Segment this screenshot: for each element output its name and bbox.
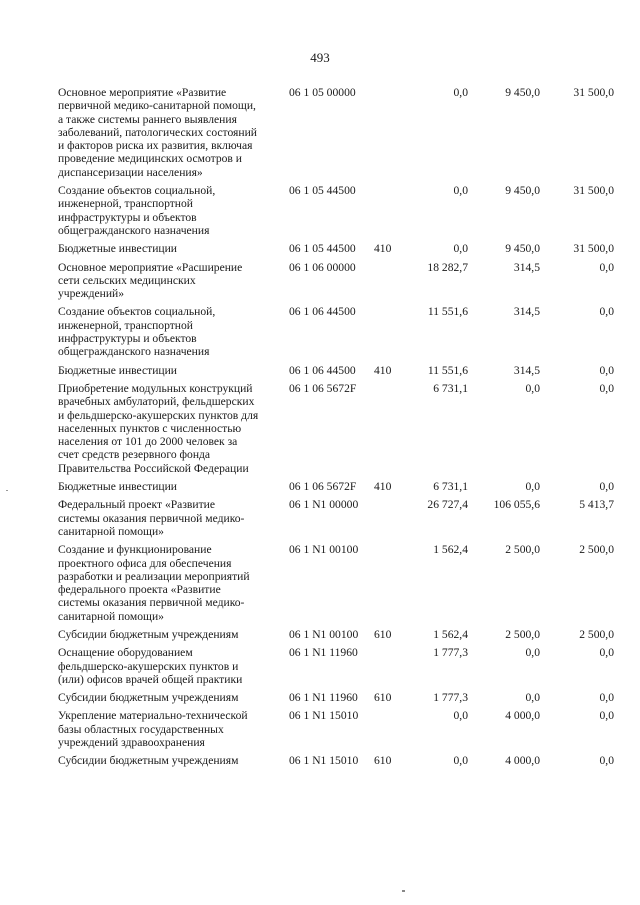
- table-row: [58, 498, 618, 538]
- row-value-2: 106 055,6: [493, 498, 540, 512]
- row-value-1: 1 562,4: [433, 627, 468, 641]
- row-value-1: 0,0: [453, 709, 468, 723]
- row-value-3: 0,0: [599, 480, 614, 494]
- table-row: [58, 86, 618, 179]
- row-value-1: 11 551,6: [427, 305, 468, 319]
- row-value-3: 0,0: [599, 260, 614, 274]
- table-row: [58, 261, 618, 301]
- row-value-1: 18 282,7: [427, 260, 468, 274]
- row-name: Основное мероприятие «Развитие первичной медико-санитарной помощи, а также системы раннего выявления заболеваний, патологических состояний и факторов риска их развития, включая проведение медицинских осмотров и диспансеризации населения»: [58, 86, 257, 179]
- row-name: Оснащение оборудованием фельдшерско-акушерских пунктов и (или) офисов врачей общей практики: [58, 646, 243, 686]
- table-row: [58, 691, 618, 704]
- table-row: [58, 242, 618, 255]
- row-value-1: 0,0: [453, 242, 468, 256]
- row-name: Создание объектов социальной, инженерной, транспортной инфраструктуры и объектов общегражданского назначения: [58, 184, 216, 237]
- row-name: Создание объектов социальной, инженерной, транспортной инфраструктуры и объектов общегражданского назначения: [58, 305, 216, 359]
- row-name: Субсидии бюджетным учреждениям: [58, 754, 239, 768]
- table-row: [58, 543, 618, 623]
- row-expense-type: 410: [374, 242, 392, 256]
- row-value-2: 9 450,0: [505, 184, 540, 198]
- row-value-1: 26 727,4: [427, 498, 468, 512]
- row-value-3: 0,0: [599, 363, 614, 377]
- row-name: Создание и функционирование проектного офиса для обеспечения разработки и реализации мероприятий федерального проекта «Развитие системы оказания первичной медико- санитарной помощи»: [58, 543, 250, 623]
- row-code: 06 1 N1 11960: [289, 646, 358, 660]
- row-value-2: 9 450,0: [505, 242, 540, 256]
- row-value-3: 31 500,0: [573, 86, 614, 99]
- row-name: Субсидии бюджетным учреждениям: [58, 691, 239, 705]
- row-code: 06 1 N1 15010: [289, 709, 359, 723]
- row-code: 06 1 05 44500: [289, 184, 356, 198]
- row-value-1: 1 777,3: [433, 646, 468, 660]
- row-name: Приобретение модульных конструкций врачебных амбулаторий, фельдшерских и фельдшерско-акушерских пунктов для населенных пунктов с численностью населения от 101 до 2000 человек за счет средств резервного фонда Правительства Российской Федерации: [58, 381, 259, 475]
- row-expense-type: 610: [374, 627, 392, 641]
- row-value-1: 6 731,1: [433, 381, 468, 395]
- table-row: [58, 382, 618, 475]
- row-value-3: 2 500,0: [579, 543, 614, 557]
- row-value-2: 2 500,0: [505, 627, 540, 641]
- row-code: 06 1 05 44500: [289, 242, 356, 256]
- row-code: 06 1 N1 11960: [289, 691, 358, 705]
- row-code: 06 1 N1 15010: [289, 754, 359, 768]
- row-name: Бюджетные инвестиции: [58, 242, 178, 256]
- row-value-3: 0,0: [599, 381, 614, 395]
- row-expense-type: 410: [374, 480, 392, 494]
- row-code: 06 1 05 00000: [289, 86, 356, 99]
- row-value-1: 6 731,1: [433, 480, 468, 494]
- row-name: Основное мероприятие «Расширение сети сельских медицинских учреждений»: [58, 260, 243, 301]
- row-value-3: 2 500,0: [579, 627, 614, 641]
- table-row: [58, 480, 618, 493]
- row-value-3: 0,0: [599, 691, 614, 705]
- row-code: 06 1 N1 00100: [289, 627, 359, 641]
- row-value-2: 314,5: [513, 260, 540, 274]
- row-name: Федеральный проект «Развитие системы оказания первичной медико- санитарной помощи»: [58, 498, 245, 538]
- row-name: Бюджетные инвестиции: [58, 363, 178, 377]
- row-value-3: 0,0: [599, 709, 614, 723]
- row-expense-type: 410: [374, 363, 392, 377]
- scan-mark: [6, 490, 8, 491]
- row-code: 06 1 06 5672F: [289, 480, 357, 494]
- table-row: [58, 184, 618, 237]
- row-name: Бюджетные инвестиции: [58, 480, 178, 494]
- row-value-1: 1 562,4: [433, 543, 468, 557]
- row-value-3: 0,0: [599, 646, 614, 660]
- row-value-1: 1 777,3: [433, 691, 468, 705]
- row-value-3: 31 500,0: [573, 242, 614, 256]
- table-row: [58, 305, 618, 358]
- row-value-2: 4 000,0: [505, 754, 540, 768]
- row-code: 06 1 06 5672F: [289, 381, 357, 395]
- row-value-3: 0,0: [599, 305, 614, 319]
- row-code: 06 1 06 00000: [289, 260, 356, 274]
- row-value-2: 0,0: [525, 381, 540, 395]
- row-expense-type: 610: [374, 691, 392, 705]
- row-value-3: 31 500,0: [573, 184, 614, 198]
- row-value-2: 0,0: [525, 691, 540, 705]
- table-row: [58, 364, 618, 377]
- table-row: [58, 628, 618, 641]
- row-value-2: 4 000,0: [505, 709, 540, 723]
- row-value-2: 9 450,0: [505, 86, 540, 99]
- row-name: Субсидии бюджетным учреждениям: [58, 627, 239, 641]
- row-expense-type: 610: [374, 754, 392, 768]
- row-value-2: 0,0: [525, 646, 540, 660]
- scan-mark: [402, 890, 405, 892]
- table-row: [58, 646, 618, 686]
- page-number: 493: [310, 50, 330, 65]
- row-code: 06 1 N1 00100: [289, 543, 359, 557]
- row-value-3: 0,0: [599, 754, 614, 768]
- row-name: Укрепление материально-технической базы областных государственных учреждений здравоохранения: [58, 709, 248, 750]
- row-value-2: 314,5: [513, 305, 540, 319]
- table-row: [58, 709, 618, 749]
- row-value-1: 11 551,6: [427, 363, 468, 377]
- row-code: 06 1 06 44500: [289, 363, 356, 377]
- row-value-3: 5 413,7: [579, 498, 614, 512]
- budget-table: [58, 86, 618, 773]
- row-value-2: 2 500,0: [505, 543, 540, 557]
- row-value-1: 0,0: [453, 86, 468, 99]
- row-code: 06 1 N1 00000: [289, 498, 359, 512]
- row-value-2: 0,0: [525, 480, 540, 494]
- row-value-2: 314,5: [513, 363, 540, 377]
- row-value-1: 0,0: [453, 754, 468, 768]
- row-code: 06 1 06 44500: [289, 305, 356, 319]
- row-value-1: 0,0: [453, 184, 468, 198]
- table-row: [58, 754, 618, 767]
